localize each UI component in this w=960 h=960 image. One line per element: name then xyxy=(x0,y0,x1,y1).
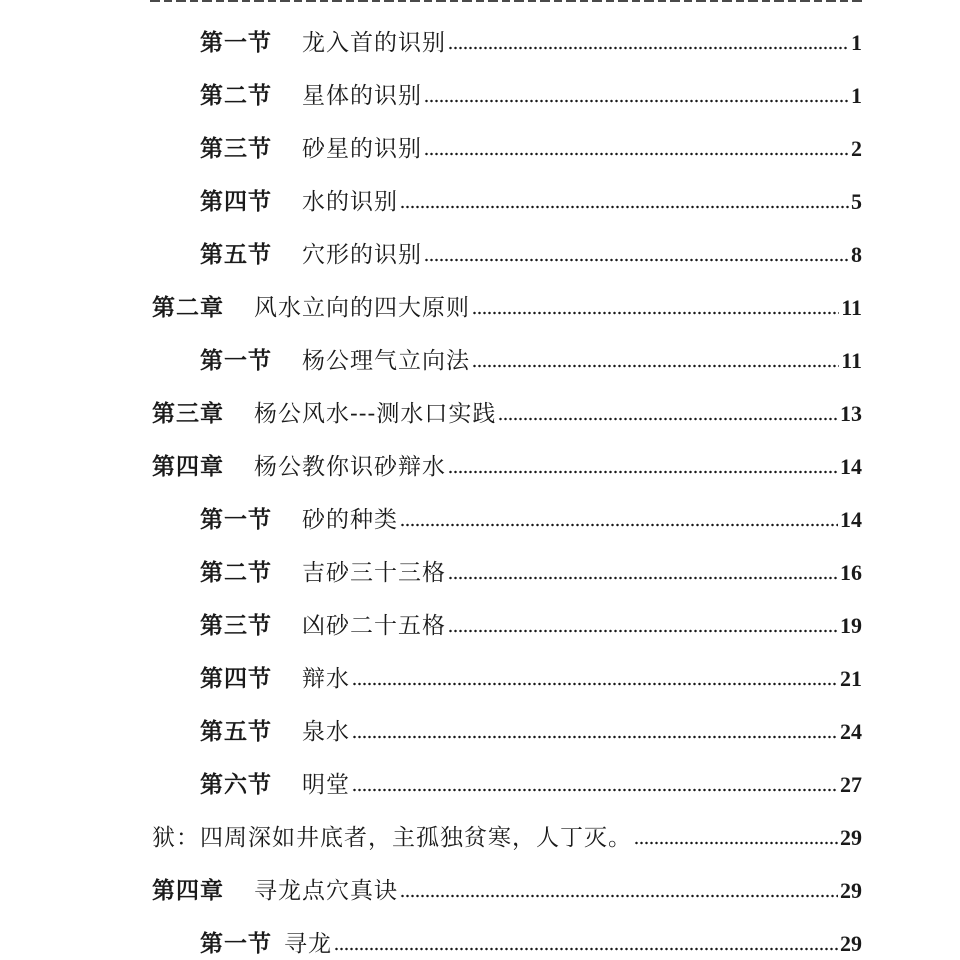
toc-entry-page: 29 xyxy=(840,931,862,956)
toc-entry-page: 1 xyxy=(851,83,862,108)
toc-entry-page: 11 xyxy=(841,295,862,320)
toc-entry-title: 砂的种类 xyxy=(302,507,398,533)
toc-entry-number: 第五节 xyxy=(200,241,272,268)
toc-entry-title: 凶砂二十五格 xyxy=(302,613,446,639)
toc-entry-chapter[interactable] xyxy=(152,291,862,325)
toc-entry-chapter[interactable] xyxy=(152,450,862,484)
toc-entry-number: 第四章 xyxy=(152,453,224,480)
toc-entry[interactable] xyxy=(200,503,862,537)
toc-entry-number: 第五节 xyxy=(200,718,272,745)
dot-leader xyxy=(352,681,838,687)
toc-entry-title: 辩水 xyxy=(302,666,350,692)
dot-leader xyxy=(448,45,849,51)
toc-entry-title: 风水立向的四大原则 xyxy=(254,295,470,321)
toc-entry[interactable] xyxy=(200,132,862,166)
toc-entry-number: 第四节 xyxy=(200,188,272,215)
toc-entry-number: 第二章 xyxy=(152,294,224,321)
toc-entry[interactable] xyxy=(200,79,862,113)
toc-entry-title: 杨公风水---测水口实践 xyxy=(254,401,497,427)
toc-entry[interactable] xyxy=(200,26,862,60)
toc-entry-title: 寻龙点穴真诀 xyxy=(254,878,398,904)
dot-leader xyxy=(472,363,839,369)
dot-leader xyxy=(448,469,838,475)
toc-entry-page: 21 xyxy=(840,666,862,691)
dot-leader xyxy=(472,310,839,316)
dot-leader xyxy=(352,734,838,740)
toc-entry-number: 第三节 xyxy=(200,135,272,162)
toc-entry-page: 27 xyxy=(840,772,862,797)
toc-entry-page: 11 xyxy=(841,348,862,373)
dot-leader xyxy=(400,204,849,210)
toc-entry-number: 第一节 xyxy=(200,506,272,533)
toc-entry-title: 星体的识别 xyxy=(302,83,422,109)
toc-entry[interactable] xyxy=(200,927,862,960)
toc-entry-title: 龙入首的识别 xyxy=(302,30,446,56)
dot-leader xyxy=(634,840,838,846)
toc-entry[interactable] xyxy=(200,715,862,749)
dot-leader xyxy=(424,98,849,104)
toc-entry-title: 杨公理气立向法 xyxy=(302,348,470,374)
toc-entry-number: 第一节 xyxy=(200,930,272,957)
toc-entry-number: 第一节 xyxy=(200,347,272,374)
toc-entry-page: 14 xyxy=(840,507,862,532)
toc-entry-title: 砂星的识别 xyxy=(302,136,422,162)
toc-entry[interactable] xyxy=(200,185,862,219)
cut-off-text-fragment xyxy=(150,0,862,2)
toc-entry-page: 19 xyxy=(840,613,862,638)
dot-leader xyxy=(448,628,838,634)
toc-entry-page: 5 xyxy=(851,189,862,214)
dot-leader xyxy=(400,522,838,528)
toc-entry-number: 第六节 xyxy=(200,771,272,798)
toc-entry-page: 8 xyxy=(851,242,862,267)
toc-entry-chapter[interactable] xyxy=(152,397,862,431)
toc-entry-title: 泉水 xyxy=(302,719,350,745)
toc-entry[interactable] xyxy=(200,662,862,696)
toc-entry-number: 第四章 xyxy=(152,877,224,904)
dot-leader xyxy=(424,257,849,263)
toc-entry-title: 狱：四周深如井底者，主孤独贫寒，人丁灭。 xyxy=(152,825,632,851)
toc-entry-note[interactable] xyxy=(152,821,862,855)
toc-entry[interactable] xyxy=(200,609,862,643)
toc-entry-page: 16 xyxy=(840,560,862,585)
toc-entry-number: 第三章 xyxy=(152,400,224,427)
toc-entry-page: 1 xyxy=(851,30,862,55)
toc-entry-title: 水的识别 xyxy=(302,189,398,215)
toc-entry[interactable] xyxy=(200,238,862,272)
toc-entry-title: 穴形的识别 xyxy=(302,242,422,268)
toc-entry-number: 第二节 xyxy=(200,559,272,586)
toc-entry-page: 13 xyxy=(840,401,862,426)
toc-entry-number: 第三节 xyxy=(200,612,272,639)
cut-off-top-line xyxy=(150,0,862,2)
toc-entry-page: 14 xyxy=(840,454,862,479)
dot-leader xyxy=(498,416,838,422)
toc-entry-title: 明堂 xyxy=(302,772,350,798)
toc-entry-page: 29 xyxy=(840,878,862,903)
toc-entry[interactable] xyxy=(200,768,862,802)
dot-leader xyxy=(424,151,849,157)
toc-entry-title: 吉砂三十三格 xyxy=(302,560,446,586)
toc-entry-number: 第二节 xyxy=(200,82,272,109)
dot-leader xyxy=(334,946,838,952)
toc-entry-page: 29 xyxy=(840,825,862,850)
dot-leader xyxy=(352,787,838,793)
toc-entry[interactable] xyxy=(200,556,862,590)
toc-entry[interactable] xyxy=(200,344,862,378)
dot-leader xyxy=(400,893,838,899)
toc-entry-chapter[interactable] xyxy=(152,874,862,908)
toc-entry-title: 寻龙 xyxy=(284,931,332,957)
toc-entry-number: 第一节 xyxy=(200,29,272,56)
dot-leader xyxy=(448,575,838,581)
toc-entry-page: 24 xyxy=(840,719,862,744)
toc-entry-page: 2 xyxy=(851,136,862,161)
toc-entry-title: 杨公教你识砂辩水 xyxy=(254,454,446,480)
toc-entry-number: 第四节 xyxy=(200,665,272,692)
